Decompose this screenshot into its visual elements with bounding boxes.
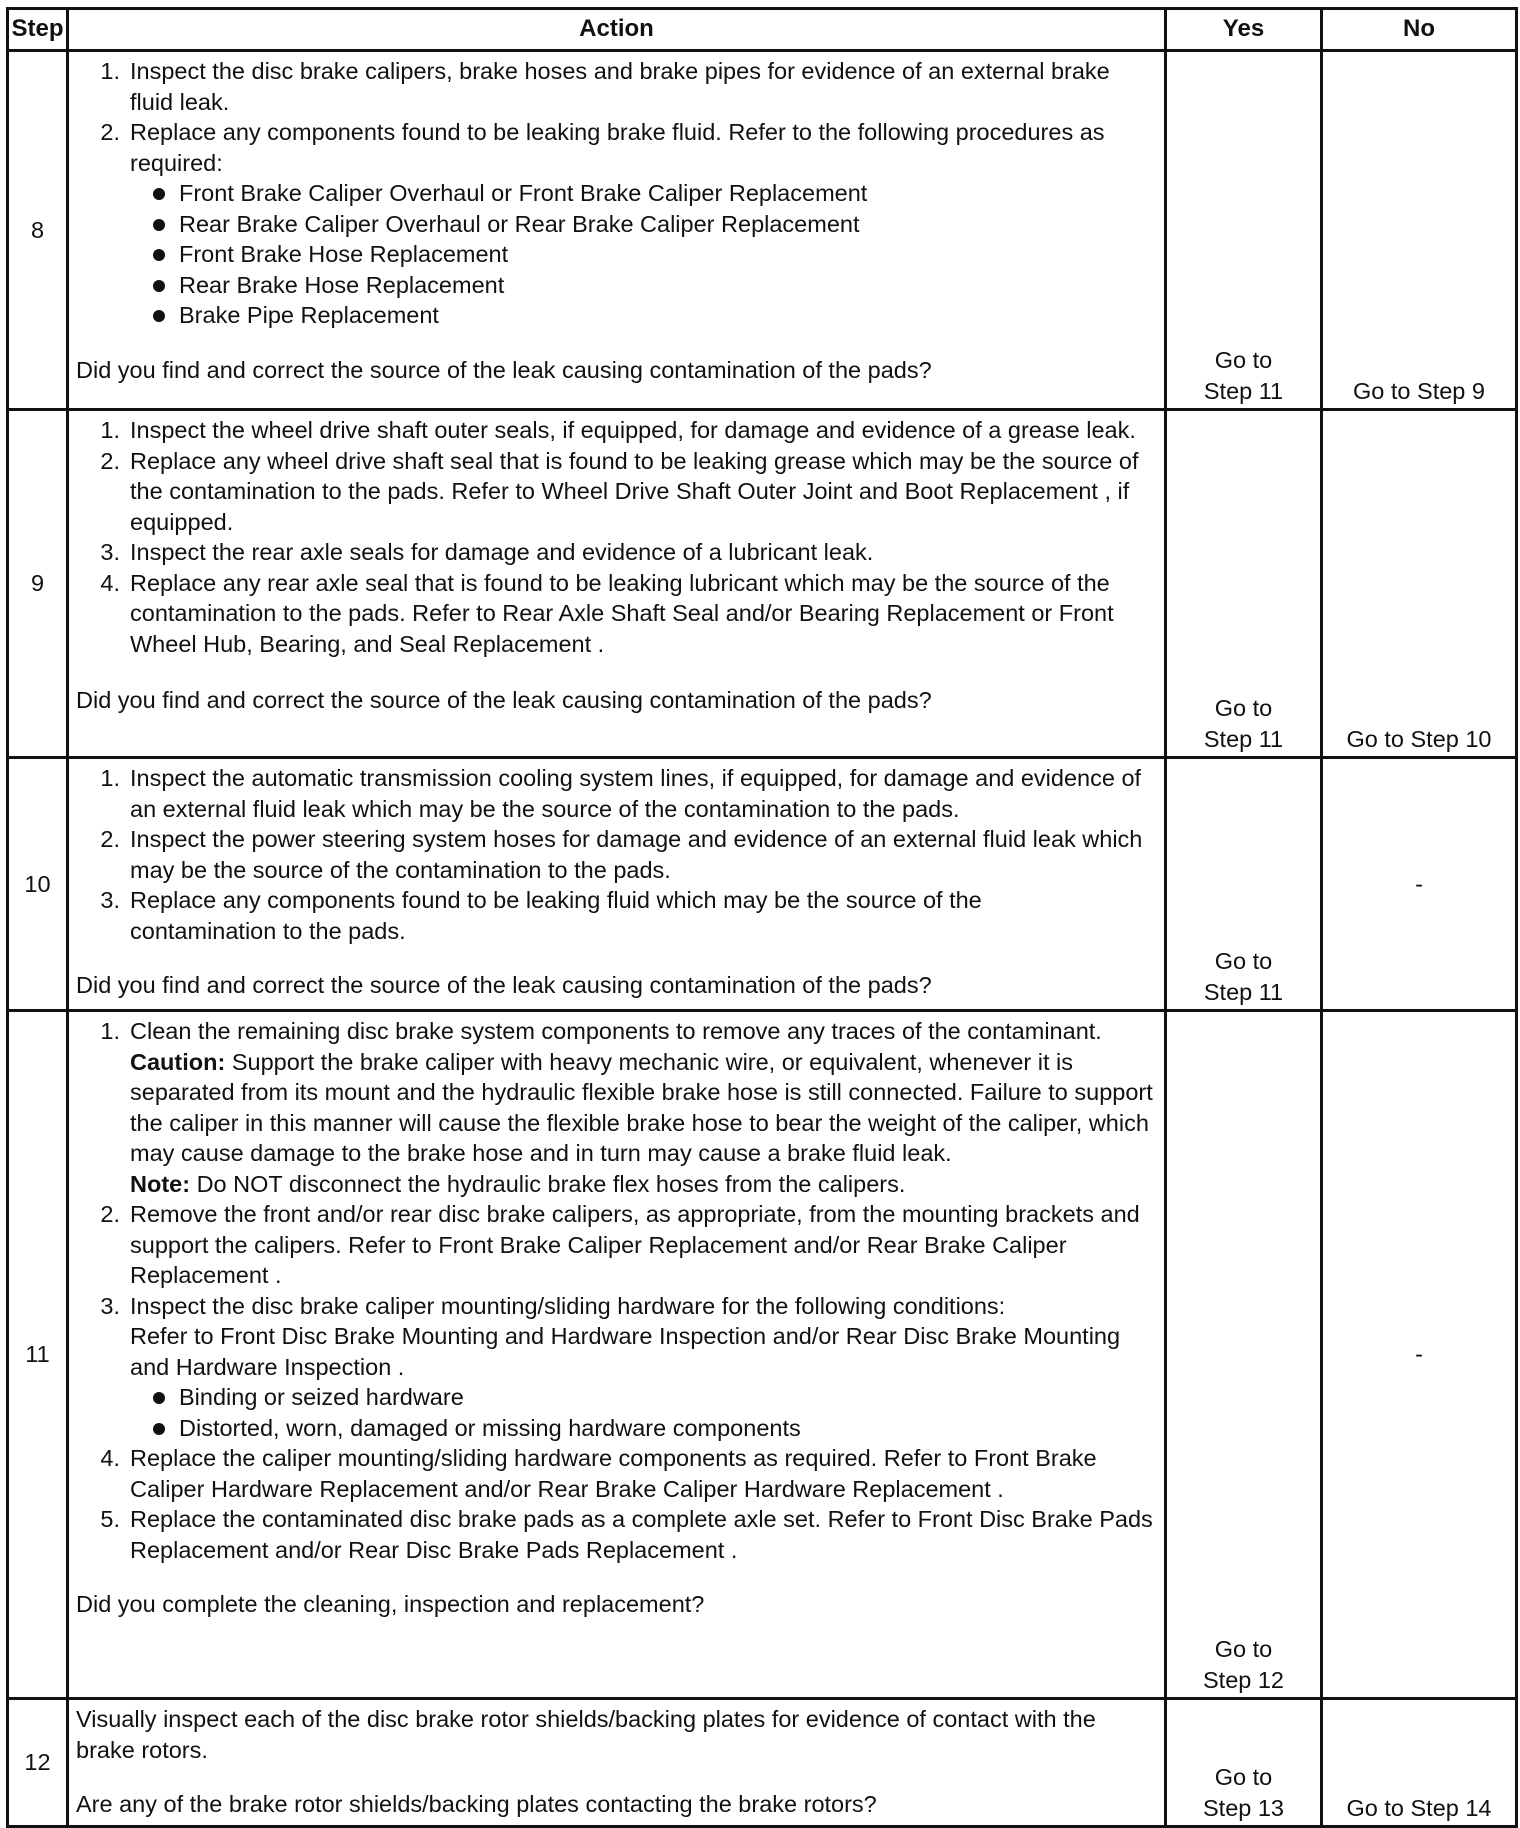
list-item <box>76 537 1160 568</box>
bullet-item <box>130 300 1160 331</box>
action-cell <box>68 1011 1166 1699</box>
list-item <box>76 763 1160 824</box>
yes-line: Step 11 <box>1203 377 1284 404</box>
list-item <box>76 56 1160 117</box>
item-text: Inspect the wheel drive shaft outer seals, if equipped, for damage and evidence of a grease leak. <box>130 417 1136 443</box>
table-row <box>8 410 1517 758</box>
item-text: Replace any components found to be leaking fluid which may be the source of the contamination to the pads. <box>130 887 982 944</box>
item-number: 1. <box>100 58 120 84</box>
note-block <box>130 1169 1160 1200</box>
item-text: Inspect the disc brake calipers, brake hoses and brake pipes for evidence of an external brake fluid leak. <box>130 58 1110 115</box>
header-no: No <box>1322 9 1517 51</box>
list-item <box>76 446 1160 538</box>
header-step: Step <box>8 9 68 51</box>
yes-line: Step 11 <box>1203 725 1284 752</box>
item-text: Inspect the power steering system hoses for damage and evidence of an external fluid leak which may be the source of the contamination to the pads. <box>130 826 1143 883</box>
item-text: Inspect the rear axle seals for damage and evidence of a lubricant leak. <box>130 539 874 565</box>
table-row <box>8 1011 1517 1699</box>
action-cell <box>68 758 1166 1011</box>
item-text: Remove the front and/or rear disc brake calipers, as appropriate, from the mounting brackets and support the calipers. Refer to Front Brake Caliper Replacement and/or Rear Brake Caliper Replacement . <box>130 1201 1140 1288</box>
bullet-icon <box>153 1392 165 1404</box>
yes-cell <box>1166 410 1322 758</box>
yes-line: Step 13 <box>1202 1794 1284 1821</box>
bullet-text: Front Brake Caliper Overhaul or Front Brake Caliper Replacement <box>179 180 868 206</box>
action-cell <box>68 51 1166 410</box>
bullet-icon <box>153 1423 165 1435</box>
list-item <box>76 885 1160 946</box>
diagnostic-table <box>6 7 1518 1828</box>
yes-line: Go to <box>1214 948 1273 974</box>
yes-line: Step 12 <box>1202 1666 1284 1693</box>
yes-line: Step 11 <box>1203 978 1284 1005</box>
bullet-icon <box>153 310 165 322</box>
step-number: 12 <box>8 1699 68 1827</box>
list-item <box>76 117 1160 178</box>
step-question: Are any of the brake rotor shields/backing plates contacting the brake rotors? <box>76 1791 877 1817</box>
item-text: Clean the remaining disc brake system components to remove any traces of the contaminant. <box>130 1018 1102 1044</box>
bullet-item <box>130 1382 1160 1413</box>
bullet-text: Rear Brake Hose Replacement <box>179 271 505 298</box>
yes-cell <box>1166 1011 1322 1699</box>
list-item <box>76 1443 1160 1504</box>
step-number: 8 <box>8 51 68 410</box>
item-number: 3. <box>100 1292 120 1319</box>
note-text: Do NOT disconnect the hydraulic brake flex hoses from the calipers. <box>196 1170 906 1197</box>
item-text: Inspect the disc brake caliper mounting/sliding hardware for the following conditions: <box>130 1292 1006 1319</box>
action-cell <box>68 410 1166 758</box>
bullet-icon <box>153 280 165 292</box>
no-cell: Go to Step 14 <box>1322 1699 1517 1827</box>
yes-line: Go to <box>1214 1764 1273 1790</box>
list-item <box>76 824 1160 885</box>
item-number: 1. <box>100 417 120 443</box>
no-cell: - <box>1322 758 1517 1011</box>
action-cell <box>68 1699 1166 1827</box>
item-subtext: Refer to Front Disc Brake Mounting and Hardware Inspection and/or Rear Disc Brake Mounting and Hardware Inspection . <box>130 1323 1121 1380</box>
no-cell: Go to Step 10 <box>1322 410 1517 758</box>
bullet-icon <box>153 188 165 200</box>
yes-line: Go to <box>1214 347 1273 373</box>
table-row <box>8 758 1517 1011</box>
bullet-item <box>130 178 1160 209</box>
list-item <box>76 1016 1160 1199</box>
item-number: 4. <box>100 569 120 596</box>
item-number: 2. <box>100 447 120 474</box>
step-number: 9 <box>8 410 68 758</box>
bullet-item <box>130 209 1160 240</box>
list-item <box>76 568 1160 660</box>
step-question: Did you find and correct the source of the leak causing contamination of the pads? <box>76 687 932 713</box>
item-number: 1. <box>100 1018 120 1044</box>
step-question: Did you complete the cleaning, inspection and replacement? <box>76 1591 705 1617</box>
bullet-text: Rear Brake Caliper Overhaul or Rear Brake Caliper Replacement <box>179 210 860 237</box>
item-text: Replace the caliper mounting/sliding hardware components as required. Refer to Front Brake Caliper Hardware Replacement and/or Rear Brake Caliper Hardware Replacement . <box>130 1445 1097 1502</box>
caution-text: Support the brake caliper with heavy mechanic wire, or equivalent, whenever it is separated from its mount and the hydraulic flexible brake hose is still connected. Failure to support the caliper in this manner will cause the flexible brake hose to bear the weight of the caliper, which may cause damage to the brake hose and in turn may cause a brake fluid leak. <box>130 1048 1153 1166</box>
caution-label: Caution: <box>130 1048 226 1075</box>
header-action: Action <box>68 9 1166 51</box>
yes-line: Go to <box>1214 1636 1273 1662</box>
yes-cell <box>1166 758 1322 1011</box>
item-number: 3. <box>100 887 120 913</box>
item-number: 1. <box>100 765 120 791</box>
item-number: 5. <box>100 1506 120 1532</box>
no-cell: - <box>1322 1011 1517 1699</box>
item-number: 4. <box>100 1445 120 1471</box>
table-row <box>8 51 1517 410</box>
list-item <box>76 1199 1160 1291</box>
yes-line: Go to <box>1214 695 1273 721</box>
step-instruction: Visually inspect each of the disc brake rotor shields/backing plates for evidence of contact with the brake rotors. <box>76 1706 1096 1763</box>
bullet-item <box>130 239 1160 270</box>
item-number: 2. <box>100 826 120 852</box>
step-number: 11 <box>8 1011 68 1699</box>
item-number: 2. <box>100 119 120 145</box>
caution-block <box>130 1047 1160 1169</box>
item-text: Inspect the automatic transmission cooling system lines, if equipped, for damage and evidence of an external fluid leak which may be the source of the contamination to the pads. <box>130 765 1142 822</box>
bullet-text: Distorted, worn, damaged or missing hardware components <box>179 1414 801 1441</box>
bullet-item <box>130 1413 1160 1444</box>
step-number: 10 <box>8 758 68 1011</box>
item-text: Replace any components found to be leaking brake fluid. Refer to the following procedures as required: <box>130 119 1105 176</box>
item-number: 3. <box>100 539 120 565</box>
bullet-icon <box>153 219 165 231</box>
header-row <box>8 9 1517 51</box>
item-number: 2. <box>100 1201 120 1227</box>
no-cell: Go to Step 9 <box>1322 51 1517 410</box>
yes-cell <box>1166 1699 1322 1827</box>
bullet-item <box>130 270 1160 301</box>
item-text: Replace any rear axle seal that is found to be leaking lubricant which may be the source of the contamination to the pads. Refer to Rear Axle Shaft Seal and/or Bearing Replacement or Front Wheel Hub, Bearing, and Seal Replacement . <box>130 569 1114 657</box>
table-row <box>8 1699 1517 1827</box>
yes-cell <box>1166 51 1322 410</box>
list-item <box>76 415 1160 446</box>
step-question: Did you find and correct the source of the leak causing contamination of the pads? <box>76 972 932 998</box>
bullet-icon <box>153 249 165 261</box>
item-text: Replace the contaminated disc brake pads as a complete axle set. Refer to Front Disc Brake Pads Replacement and/or Rear Disc Brake Pads Replacement . <box>130 1506 1153 1563</box>
header-yes: Yes <box>1166 9 1322 51</box>
note-label: Note: <box>130 1170 191 1197</box>
list-item <box>76 1504 1160 1565</box>
bullet-text: Brake Pipe Replacement <box>179 302 439 328</box>
list-item <box>76 1291 1160 1383</box>
bullet-text: Binding or seized hardware <box>179 1384 464 1410</box>
item-text: Replace any wheel drive shaft seal that is found to be leaking grease which may be the source of the contamination to the pads. Refer to Wheel Drive Shaft Outer Joint and Boot Replacement , if equipped. <box>130 447 1139 535</box>
step-question: Did you find and correct the source of the leak causing contamination of the pads? <box>76 356 932 383</box>
bullet-text: Front Brake Hose Replacement <box>179 241 509 267</box>
